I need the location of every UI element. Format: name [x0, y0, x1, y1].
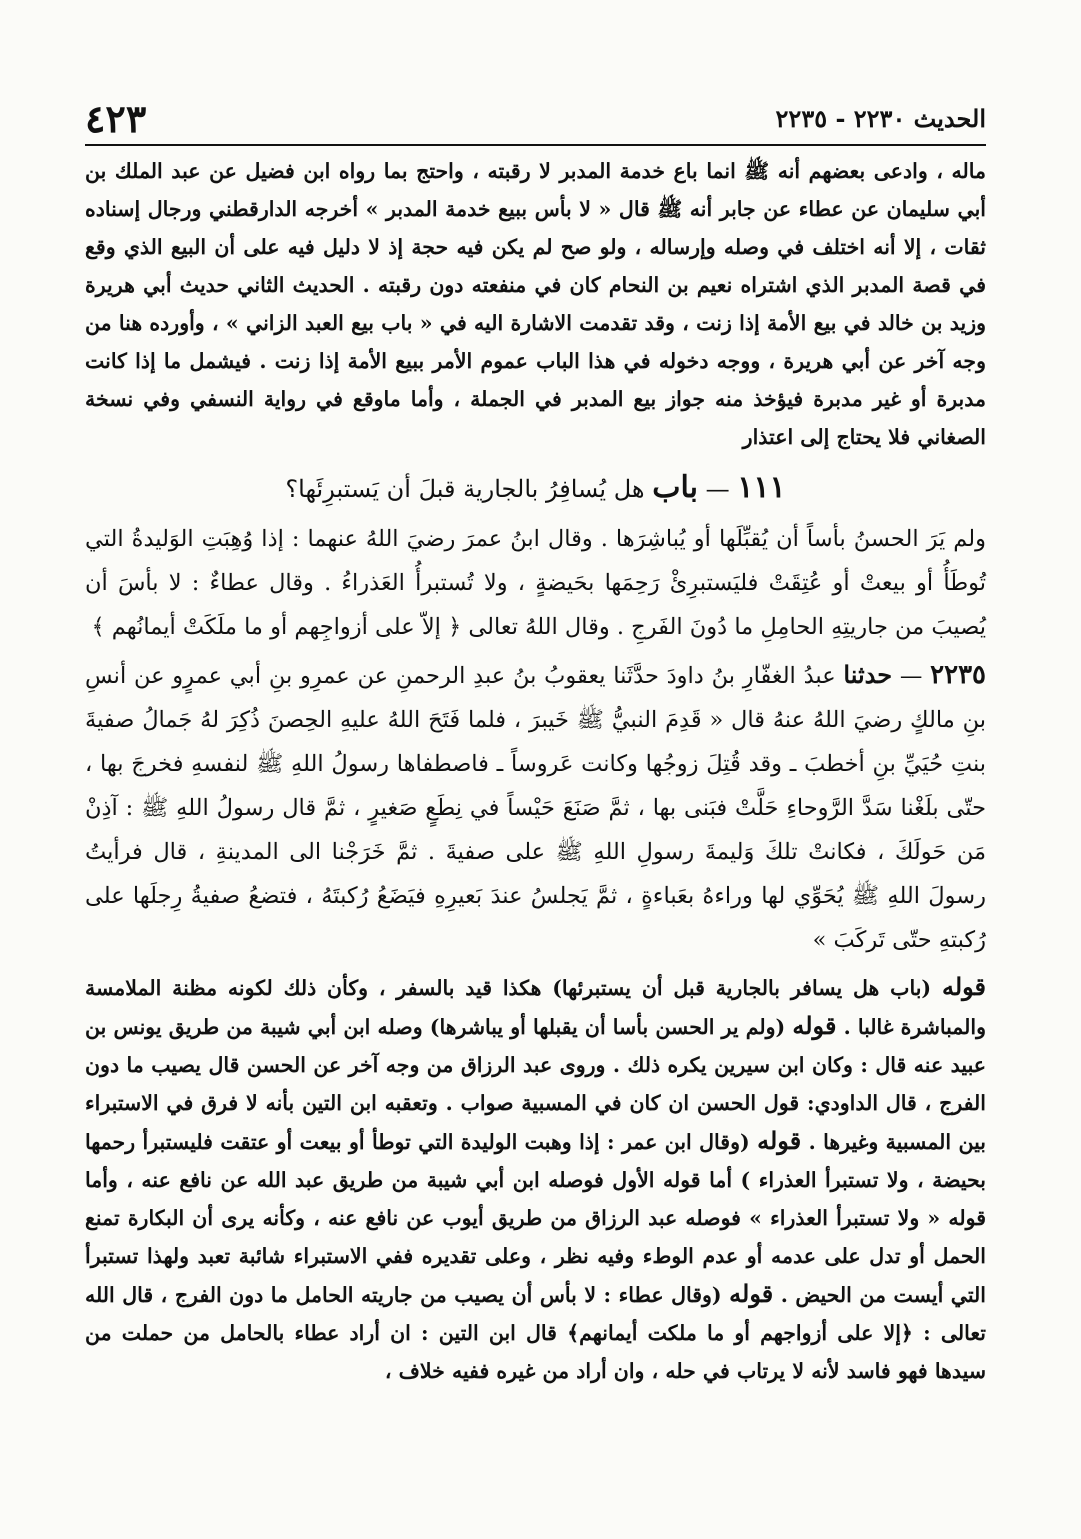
page-body: [85, 152, 986, 1499]
hadith-dash: —: [899, 663, 923, 689]
commentary-segment: (باب هل يسافر بالجارية قبل أن يستبرئها) هكذا قيد بالسفر ، وكأن ذلك لكونه مظنة الملامسة والمباشرة غالبا .: [85, 976, 987, 1039]
page-header: [85, 92, 986, 146]
commentary-keyword: قوله: [941, 972, 987, 1001]
chapter-number: ١١١: [737, 470, 786, 505]
commentary-top-paragraph: ماله ، وادعى بعضهم أنه ﷺ انما باع خدمة المدبر لا رقبته ، واحتج بما رواه ابن فضيل عن عبد الملك بن أبي سليمان عن عطاء عن جابر أنه ﷺ قال « لا بأس ببيع خدمة المدبر » أخرجه الدارقطني ورجال إسناده ثقات ، إلا أنه اختلف في وصله وإرساله ، ولو صح لم يكن فيه حجة إذ لا دليل فيه على أن البيع الذي وقع في قصة المدبر الذي اشتراه نعيم بن النحام كان في منفعته دون رقبته . الحديث الثاني حديث أبي هريرة وزيد بن خالد في بيع الأمة إذا زنت ، وقد تقدمت الاشارة اليه في « باب بيع العبد الزاني » ، وأورده هنا من وجه آخر عن أبي هريرة ، ووجه دخوله في هذا الباب عموم الأمر ببيع الأمة إذا زنت . فيشمل ما إذا كانت مدبرة أو غير مدبرة فيؤخذ منه جواز بيع المدبر في الجملة ، وأما ماوقع في رواية النسفي وفي نسخة الصغاني فلا يحتاج إلى اعتذار: [85, 159, 986, 449]
hadith-text: عبدُ الغفّارِ بنُ داودَ حدَّثَنا يعقوبُ بنُ عبدِ الرحمنِ عن عمرِو بنِ أبي عمرٍو عن أنسِ بنِ مالكٍ رضيَ اللهُ عنهُ قال « قَدِمَ النبيُّ ﷺ خَيبرَ ، فلما فَتَحَ اللهُ عليهِ الحِصنَ ذُكِرَ لهُ جَمالُ صفيةَ بنتِ حُيَيِّ بنِ أخطبَ ـ وقد قُتِلَ زوجُها وكانت عَروساً ـ فاصطفاها رسولُ اللهِ ﷺ لنفسهِ فخرجَ بها ، حتّى بلَغْنا سَدَّ الرَّوحاءِ حَلَّتْ فبَنى بها ، ثمَّ صَنَعَ حَيْساً في نِطَعٍ صَغيرٍ ، ثمَّ قال رسولُ اللهِ ﷺ : آذِنْ مَن حَولَكَ ، فكانتْ تلكَ وَليمةَ رسولِ اللهِ ﷺ على صفيةَ . ثمَّ خَرَجْنا الى المدينةِ ، قال فرأيتُ رسولَ اللهِ ﷺ يُحَوِّي لها وراءهُ بعَباءةٍ ، ثمَّ يَجلسُ عندَ بَعيرِهِ فيَضَعُ رُكبتَهُ ، فتضعُ صفيةُ رِجلَها على رُكبتهِ حتّى تَركَبَ »: [85, 663, 986, 953]
hadith-number: ٢٢٣٥: [930, 660, 986, 690]
commentary-keyword: قوله: [729, 1279, 774, 1308]
commentary-bottom-paragraph: [85, 968, 986, 1390]
hadith-paragraph: [85, 653, 986, 962]
chapter-title: هل يُسافِرُ بالجارية قبلَ أن يَستبرِئَها؟: [285, 475, 645, 503]
commentary-segment: (وقال ابن عمر : إذا وهبت الوليدة التي توطأ أو بيعت أو عتقت فليستبرأ رحمها بحيضة ، ولا تستبرأ العذراء ) أما قوله الأول فوصله ابن أبي شيبة من طريق عبد الله عن نافع عنه ، وأما قوله « ولا تستبرأ العذراء » فوصله عبد الرزاق من طريق أيوب عن نافع عنه ، وكأنه يرى أن البكارة تمنع الحمل أو تدل على عدمه أو عدم الوطء وفيه نظر ، وعلى تقديره ففي الاستبراء شائبة تعبد ولهذا تستبرأ التي أيست من الحيض .: [85, 1130, 987, 1307]
chapter-word: باب: [652, 470, 698, 505]
chapter-dash: —: [705, 475, 730, 503]
hadith-keyword: حدثنا: [843, 660, 893, 689]
page-number: ٤٢٣: [85, 95, 147, 141]
running-head: الحديث ٢٢٣٠ - ٢٢٣٥: [775, 103, 986, 133]
chapter-heading: [85, 462, 986, 515]
commentary-keyword: قوله: [792, 1011, 837, 1040]
commentary-segment: (وقال عطاء : لا بأس أن يصيب من جاريته الحامل ما دون الفرج ، قال الله تعالى : ﴿إلا على أزواجهم أو ما ملكت أيمانهم﴾ قال ابن التين : ان أراد عطاء بالحامل من حملت من سيدها فهو فاسد لأنه لا يرتاب في حله ، وان أراد من غيره ففيه خلاف ،: [85, 1283, 986, 1383]
commentary-keyword: قوله: [757, 1126, 802, 1155]
commentary-segment: (ولم ير الحسن بأسا أن يقبلها أو يباشرها) وصله ابن أبي شيبة من طريق يونس بن عبيد عنه قال : وكان ابن سيرين يكره ذلك . وروى عبد الرزاق من وجه آخر عن الحسن قال يصيب ما دون الفرج ، قال الداودي: قول الحسن ان كان في المسبية صواب . وتعقبه ابن التين بأنه لا فرق في الاستبراء بين المسبية وغيرها .: [85, 1015, 987, 1154]
chapter-intro-paragraph: ولم يَرَ الحسنُ بأساً أن يُقبِّلَها أو يُباشِرَها . وقال ابنُ عمرَ رضيَ اللهُ عنهما : إذا وُهِبَتِ الوَليدةُ التي تُوطَأُ أو بيعتْ أو عُتِقَتْ فليَستبرِئْ رَحِمَها بحَيضةٍ ، ولا تُستبرأُ العَذراءُ . وقال عطاءٌ : لا بأسَ أن يُصيبَ من جاريتِهِ الحامِلِ ما دُونَ الفَرجِ . وقال اللهُ تعالى ﴿ إلاّ على أزواجِهم أو ما ملَكَتْ أيمانُهم ﴾: [85, 526, 986, 640]
